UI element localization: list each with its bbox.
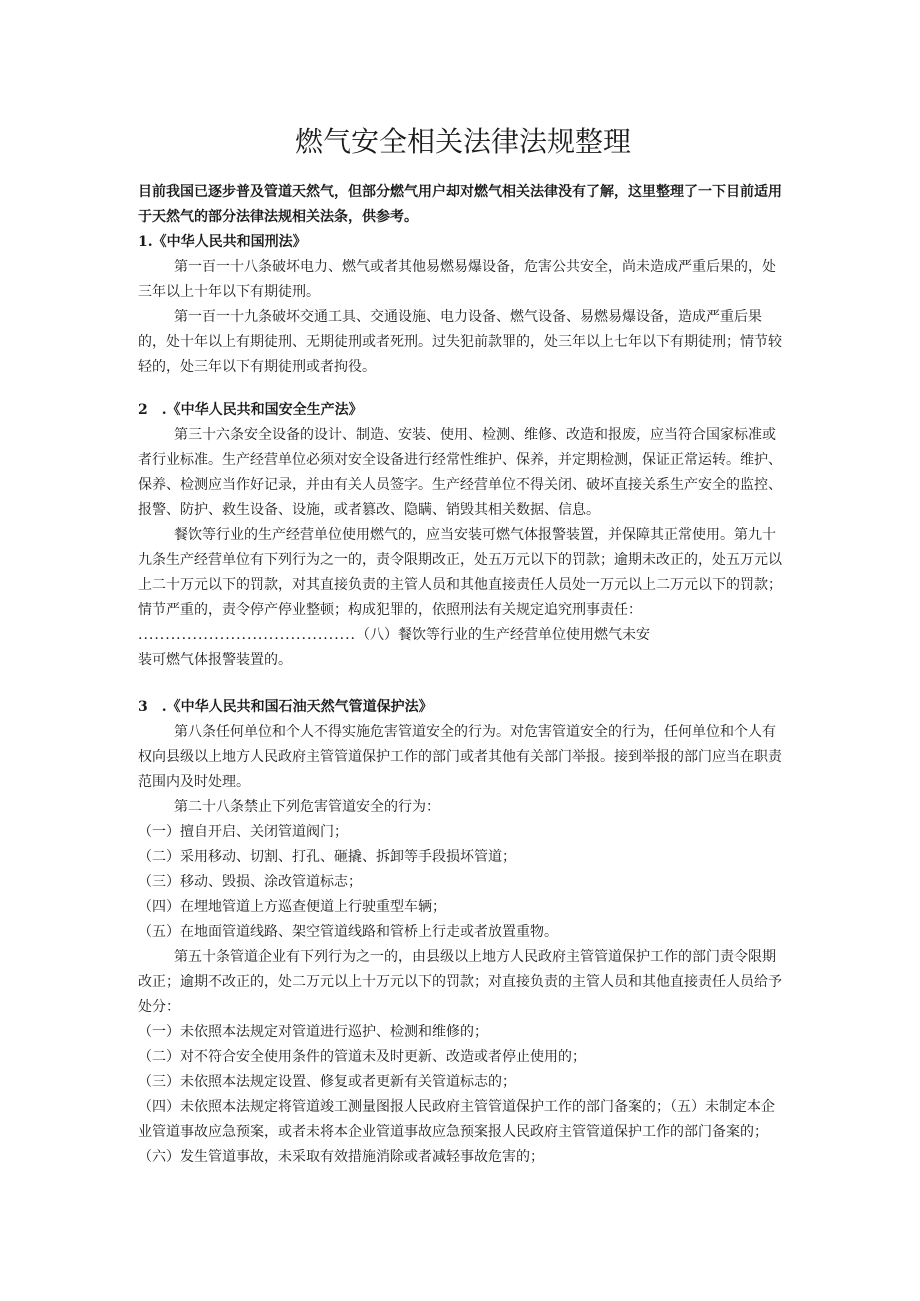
list-item: （二）对不符合安全使用条件的管道未及时更新、改造或者停止使用的； (138, 1049, 586, 1065)
section-heading-criminal-law: 1.《中华人民共和国刑法》 (138, 234, 307, 250)
list-item: （二）采用移动、切割、打孔、砸撬、拆卸等手段损坏管道； (138, 849, 516, 865)
document-page (138, 0, 788, 1170)
article-36: 第三十六条安全设备的设计、制造、安装、使用、检测、维修、改造和报废，应当符合国家标准或者行业标准。生产经营单位必须对安全设备进行经常性维护、保养，并定期检测，保证正常运转。维护、保养、检测应当作好记录，并由有关人员签字。生产经营单位不得关闭、破坏直接关系生产安全的监控、报警、防护、救生设备、设施，或者篡改、隐瞒、销毁其相关数据、信息。 (138, 427, 782, 518)
item-8-tail: 装可燃气体报警装置的。 (138, 652, 292, 668)
dotted-line (138, 623, 788, 648)
section-heading-safety-law: 2 .《中华人民共和国安全生产法》 (138, 402, 363, 418)
article-28: 第二十八条禁止下列危害管道安全的行为： (174, 799, 440, 815)
ellipsis-dots: ........................................ (138, 627, 357, 643)
article-8: 第八条任何单位和个人不得实施危害管道安全的行为。对危害管道安全的行为，任何单位和个人有权向县级以上地方人民政府主管管道保护工作的部门或者其他有关部门举报。接到举报的部门应当在职责范围内及时处理。 (138, 724, 782, 790)
list-item: （一）未依照本法规定对管道进行巡护、检测和维修的； (138, 1024, 488, 1040)
list-item: （五）在地面管道线路、架空管道线路和管桥上行走或者放置重物。 (138, 924, 558, 940)
item-8-text: （八）餐饮等行业的生产经营单位使用燃气未安 (356, 627, 651, 643)
list-item: （四）未依照本法规定将管道竣工测量图报人民政府主管管道保护工作的部门备案的；（五）未制定本企业管道事故应急预案，或者未将本企业管道事故应急预案报人民政府主管管道保护工作的部门备案的； (138, 1099, 775, 1140)
article-99: 餐饮等行业的生产经营单位使用燃气的，应当安装可燃气体报警装置，并保障其正常使用。第九十九条生产经营单位有下列行为之一的，责令限期改正，处五万元以下的罚款；逾期未改正的，处五万元以上二十万元以下的罚款，对其直接负责的主管人员和其他直接责任人员处一万元以上二万元以下的罚款；情节严重的，责令停产停业整顿；构成犯罪的，依照刑法有关规定追究刑事责任： (138, 527, 782, 618)
page-title: 燃气安全相关法律法规整理 (294, 125, 631, 158)
article-50: 第五十条管道企业有下列行为之一的，由县级以上地方人民政府主管管道保护工作的部门责令限期改正；逾期不改正的，处二万元以上十万元以下的罚款；对直接负责的主管人员和其他直接责任人员给予处分： (138, 949, 782, 1015)
article-119: 第一百一十九条破坏交通工具、交通设施、电力设备、燃气设备、易燃易爆设备，造成严重后果的，处十年以上有期徒刑、无期徒刑或者死刑。过失犯前款罪的，处三年以上七年以下有期徒刑；情节较轻的，处三年以下有期徒刑或者拘役。 (138, 309, 782, 375)
list-item: （四）在埋地管道上方巡查便道上行驶重型车辆； (138, 899, 446, 915)
list-item: （三）未依照本法规定设置、修复或者更新有关管道标志的； (138, 1074, 516, 1090)
list-item: （六）发生管道事故，未采取有效措施消除或者减轻事故危害的； (138, 1149, 544, 1165)
list-item: （一）擅自开启、关闭管道阀门； (138, 824, 348, 840)
section-heading-pipeline-law: 3 .《中华人民共和国石油天然气管道保护法》 (138, 699, 433, 715)
intro-paragraph: 目前我国已逐步普及管道天然气，但部分燃气用户却对燃气相关法律没有了解，这里整理了一下目前适用于天然气的部分法律法规相关法条，供参考。 (138, 184, 782, 225)
article-118: 第一百一十八条破坏电力、燃气或者其他易燃易爆设备，危害公共安全，尚未造成严重后果的，处三年以上十年以下有期徒刑。 (138, 259, 776, 300)
list-item: （三）移动、毁损、涂改管道标志； (138, 874, 362, 890)
